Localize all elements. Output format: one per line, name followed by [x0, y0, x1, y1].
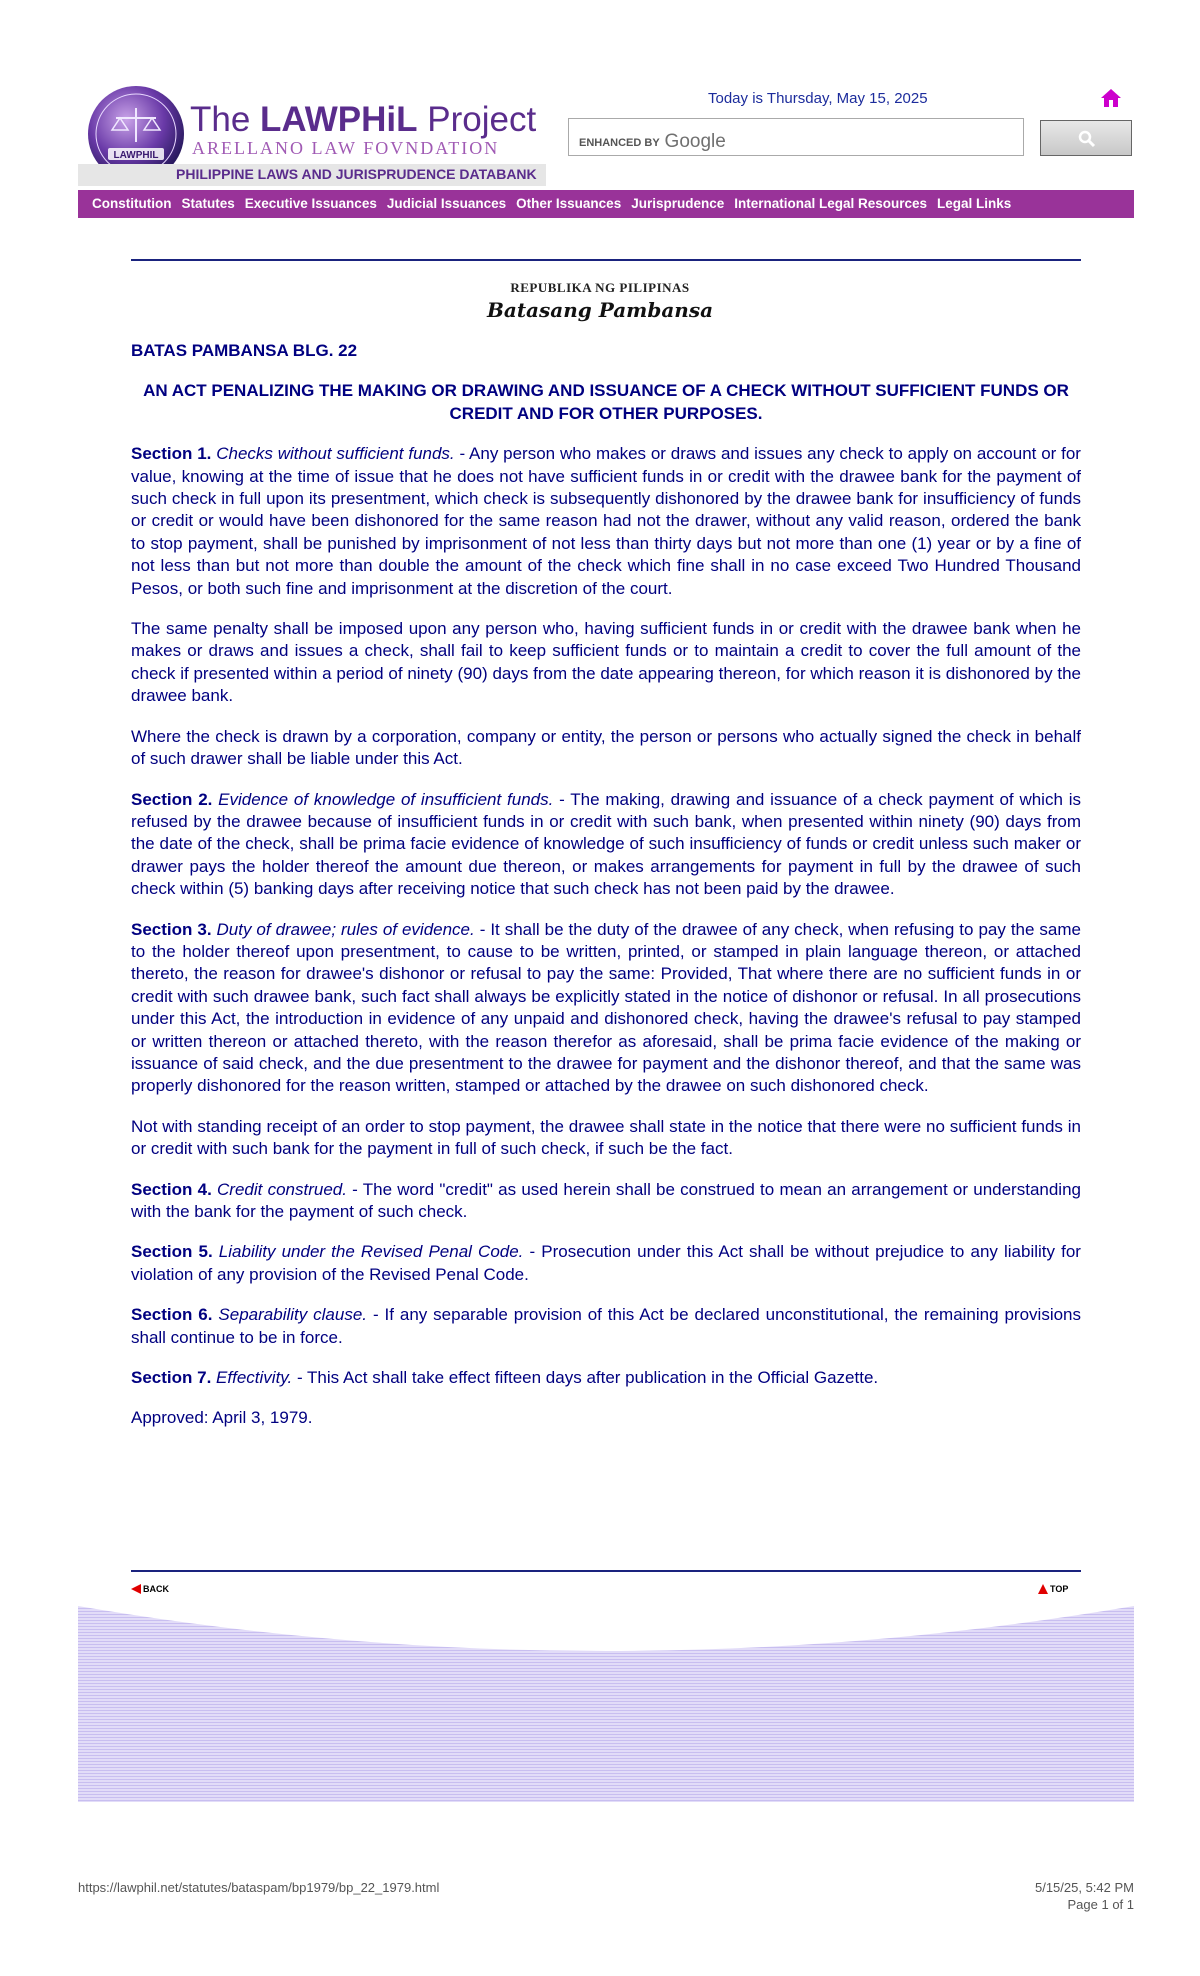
section-6: Section 6. Separability clause. - If any separable provision of this Act be declared unconstitutional, the remaining provisions shall continue to be in force. [131, 1305, 1082, 1347]
logo-subtitle: ARELLANO LAW FOVNDATION [192, 138, 500, 158]
masthead-republic: REPUBLIKA NG PILIPINAS [510, 280, 690, 295]
search-enhanced-label: ENHANCED BY Google [579, 131, 726, 152]
section-7: Section 7. Effectivity. - This Act shall take effect fifteen days after publication in the Official Gazette. [131, 1368, 879, 1388]
section-5: Section 5. Liability under the Revised Penal Code. - Prosecution under this Act shall be without prejudice to any liability for violation of any provision of the Revised Penal Code. [131, 1242, 1081, 1284]
search-input[interactable] [568, 118, 1024, 156]
nav-statutes[interactable]: Statutes [181, 196, 235, 211]
top-divider [131, 259, 1081, 261]
top-link[interactable]: TOP [1038, 1584, 1068, 1594]
section-4: Section 4. Credit construed. - The word "credit" as used herein shall be construed to mean an arrangement or understanding with the bank for the payment of such check. [131, 1179, 1081, 1221]
today-date: Today is Thursday, May 15, 2025 [708, 90, 928, 107]
section-1: Section 1. Checks without sufficient funds. - Any person who makes or draws and issues any check to apply on account or for value, knowing at the time of issue that he does not have sufficient funds in or credit with the drawee bank for the payment of such check in full upon its presentment, which check is subsequently dishonored by the drawee bank for insufficiency of funds or credit or would have been dishonored for the same reason had not the drawer, without any valid reason, ordered the bank to stop payment, shall be punished by imprisonment of not less than thirty days but not more than one (1) year or by a fine of not less than but not more than double the amount of the check which fine shall in no case exceed Two Hundred Thousand Pesos, or both such fine and imprisonment at the discretion of the court. [131, 444, 1081, 598]
section-1-paragraph-2: The same penalty shall be imposed upon any person who, having sufficient funds in or credit with the drawee bank when he makes or draws and issues a check, shall fail to keep sufficient funds or to maintain a credit to cover the full amount of the check if presented within a period of ninety (90) days from the date appearing thereon, for which reason it is dishonored by the drawee bank. [131, 619, 1081, 706]
search-icon [1078, 130, 1096, 148]
footer-decoration [78, 1596, 1134, 1802]
nav-jurisprudence[interactable]: Jurisprudence [631, 196, 725, 211]
section-3-paragraph-2: Not with standing receipt of an order to stop payment, the drawee shall state in the notice that there were no sufficient funds in or credit with such bank for the payment in full of such check, if such be the fact. [131, 1116, 1081, 1159]
top-arrow-icon [1038, 1584, 1048, 1594]
section-1-paragraph-3: Where the check is drawn by a corporation, company or entity, the person or persons who actually signed the check in behalf of such drawer shall be liable under this Act. [131, 726, 1081, 769]
back-link[interactable]: BACK [131, 1584, 169, 1594]
back-arrow-icon [131, 1584, 141, 1594]
nav-legal-links[interactable]: Legal Links [937, 196, 1012, 211]
main-nav [78, 190, 1134, 218]
lawphil-logo[interactable] [78, 80, 546, 188]
document-body [131, 340, 1081, 1448]
nav-judicial-issuances[interactable]: Judicial Issuances [386, 196, 507, 211]
masthead-batasang-pambansa: Batasang Pambansa [486, 298, 714, 322]
act-number: BATAS PAMBANSA BLG. 22 [131, 341, 358, 360]
seal-text: LAWPHIL [113, 150, 159, 161]
approved-date: Approved: April 3, 1979. [131, 1408, 313, 1428]
home-icon[interactable] [1100, 88, 1122, 108]
nav-international-legal-resources[interactable]: International Legal Resources [734, 196, 928, 211]
print-footer-datetime: 5/15/25, 5:42 PM [1034, 1880, 1134, 1895]
masthead [0, 280, 1200, 322]
logo-title: The LAWPHiL Project [190, 100, 537, 139]
section-3: Section 3. Duty of drawee; rules of evidence. - It shall be the duty of the drawee of any check, when refusing to pay the same to the holder thereof upon presentment, to cause to be written, printed, or stamped in plain language thereon, or attached thereto, the reason for drawee's dishonor or refusal to pay the same: Provided, That where there are no sufficient funds in or credit with such drawee bank, such fact shall always be explicitly stated in the notice of dishonor or refusal. In all prosecutions under this Act, the introduction in evidence of any unpaid and dishonored check, having the drawee's refusal to pay stamped or written thereon or attached thereto, with the reason therefor as aforesaid, shall be prima facie evidence of the making or issuance of said check, and the due presentment to the drawee for payment and the dishonor thereof, and that the same was properly dishonored for the reason written, stamped or attached by the drawee on such dishonored check. [131, 919, 1081, 1096]
logo-strip: PHILIPPINE LAWS AND JURISPRUDENCE DATABANK [78, 164, 546, 186]
act-title: AN ACT PENALIZING THE MAKING OR DRAWING AND ISSUANCE OF A CHECK WITHOUT SUFFICIENT FUNDS OR CREDIT AND FOR OTHER PURPOSES. [143, 381, 1069, 423]
section-2: Section 2. Evidence of knowledge of insufficient funds. - The making, drawing and issuance of a check payment of which is refused by the drawee because of insufficient funds in or credit with such bank, when presented within ninety (90) days from the date of the check, shall be prima facie evidence of knowledge of such insufficiency of funds or credit unless such maker or drawer pays the holder thereof the amount due thereon, or makes arrangements for payment in full by the drawee of such check within (5) banking days after receiving notice that such check has not been paid by the drawee. [131, 789, 1081, 899]
bottom-divider [131, 1570, 1081, 1572]
print-footer-page: Page 1 of 1 [1067, 1897, 1134, 1912]
nav-executive-issuances[interactable]: Executive Issuances [244, 196, 377, 211]
search-button[interactable] [1040, 120, 1132, 156]
nav-other-issuances[interactable]: Other Issuances [516, 196, 622, 211]
print-footer-url: https://lawphil.net/statutes/bataspam/bp1979/bp_22_1979.html [78, 1880, 440, 1895]
nav-constitution[interactable]: Constitution [92, 196, 172, 211]
